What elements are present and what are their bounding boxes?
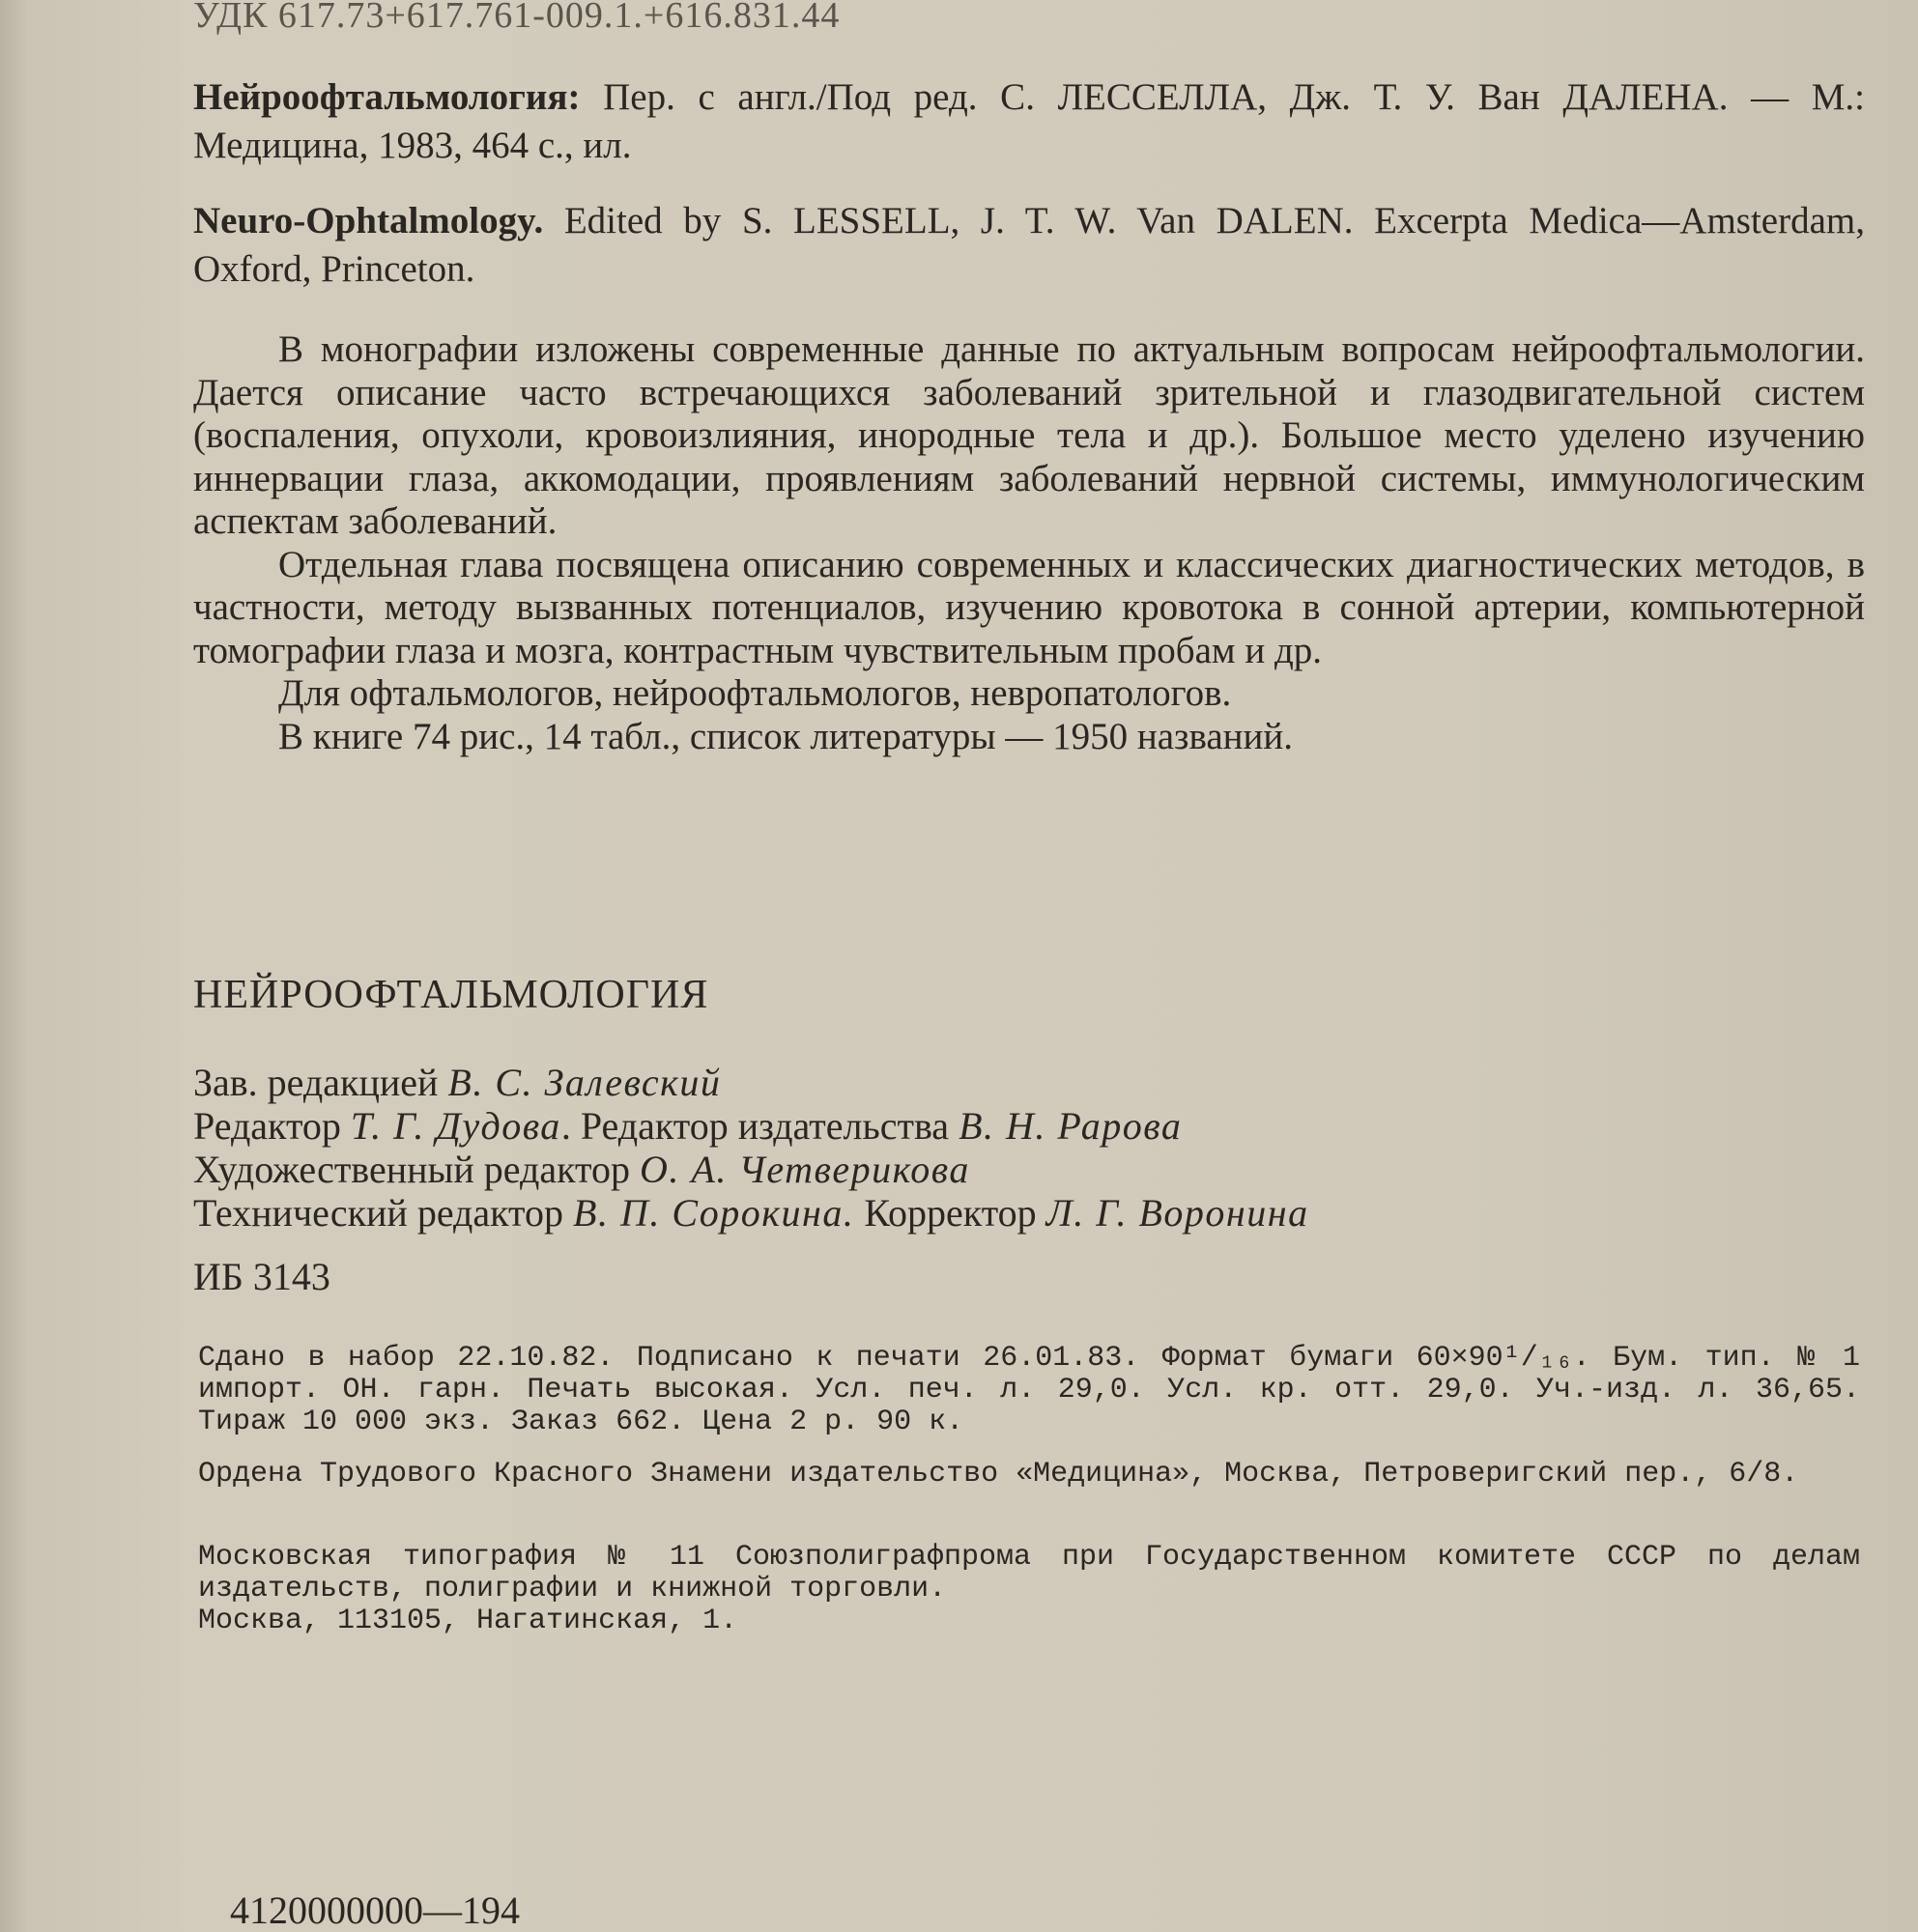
staff-role: Зав. редакцией bbox=[193, 1061, 448, 1104]
ib-number: ИБ 3143 bbox=[193, 1255, 330, 1298]
staff-line bbox=[193, 1104, 1309, 1148]
bibliography-russian-details: Пер. с англ./Под ред. С. ЛЕССЕЛЛА, Дж. Т. У. Ван ДАЛЕНА. — М.: Медицина, 1983, 464 с., ил. bbox=[193, 76, 1865, 166]
classification-code: 4120000000—194 bbox=[230, 1889, 520, 1932]
bibliography-english-title: Neuro-Ophtalmology. bbox=[193, 200, 544, 242]
book-title: НЕЙРООФТАЛЬМОЛОГИЯ bbox=[193, 973, 709, 1017]
staff-role: . Редактор издательства bbox=[560, 1104, 959, 1148]
staff-line bbox=[193, 1191, 1309, 1235]
staff-role: Корректор bbox=[854, 1191, 1046, 1235]
staff-role: Художественный редактор bbox=[193, 1148, 640, 1191]
abstract-paragraph: В монографии изложены современные данные по актуальным вопросам нейроофтальмологии. Дается описание часто встречающихся заболеваний зрительной и глазодвигательной систем (воспаления, опухоли, кровоизлияния, инородные тела и др.). Большое место уделено изучению иннервации глаза, аккомодации, проявлениям заболеваний нервной системы, иммунологическим аспектам заболеваний. bbox=[193, 328, 1865, 542]
printer-address: Москва, 113105, Нагатинская, 1. bbox=[198, 1605, 738, 1637]
staff-person: О. А. Четверикова bbox=[640, 1148, 970, 1191]
staff-person: Т. Г. Дудова bbox=[350, 1104, 561, 1148]
staff-line bbox=[193, 1061, 1309, 1104]
abstract-paragraph: Отдельная глава посвящена описанию современных и классических диагностических методов, в частности, методу вызванных потенциалов, изучению кровотока в сонной артерии, компьютерной томографии глаза и мозга, контрастным чувствительным пробам и др. bbox=[193, 543, 1865, 671]
editorial-staff bbox=[193, 1061, 1309, 1235]
bibliography-russian-title: Нейроофтальмология: bbox=[193, 76, 581, 118]
print-info: Сдано в набор 22.10.82. Подписано к печати 26.01.83. Формат бумаги 60×90¹/₁₆. Бум. тип. № 1 импорт. ОН. гарн. Печать высокая. Усл. печ. л. 29,0. Усл. кр. отт. 29,0. Уч.-изд. л. 36,65. Тираж 10 000 экз. Заказ 662. Цена 2 р. 90 к. bbox=[198, 1342, 1860, 1438]
bibliography-english-details: Edited by S. LESSELL, J. T. W. Van DALEN. Excerpta Medica—Amsterdam, Oxford, Princeton. bbox=[193, 200, 1865, 290]
abstract bbox=[193, 328, 1865, 758]
staff-line bbox=[193, 1148, 1309, 1191]
abstract-counts: В книге 74 рис., 14 табл., список литературы — 1950 названий. bbox=[278, 715, 1294, 757]
abstract-audience: Для офтальмологов, нейроофтальмологов, невропатологов. bbox=[278, 672, 1232, 714]
staff-person: В. С. Залевский bbox=[447, 1061, 722, 1104]
staff-person: Л. Г. Воронина bbox=[1045, 1191, 1309, 1235]
staff-person: В. Н. Рарова bbox=[959, 1104, 1183, 1148]
printer-info bbox=[198, 1542, 1860, 1637]
udk-code: УДК 617.73+617.761-009.1.+616.831.44 bbox=[193, 0, 841, 36]
staff-role: Технический редактор bbox=[193, 1191, 574, 1235]
printer-name: Московская типография № 11 Союзполиграфпрома при Государственном комитете СССР по делам издательств, полиграфии и книжной торговли. bbox=[198, 1541, 1860, 1605]
staff-role: Редактор bbox=[193, 1104, 351, 1148]
staff-person: В. П. Сорокина. bbox=[573, 1191, 855, 1235]
bibliography-english bbox=[193, 197, 1865, 294]
publisher-info: Ордена Трудового Красного Знамени издательство «Медицина», Москва, Петроверигский пер., 6/8. bbox=[198, 1458, 1799, 1491]
bibliography-russian bbox=[193, 73, 1865, 170]
